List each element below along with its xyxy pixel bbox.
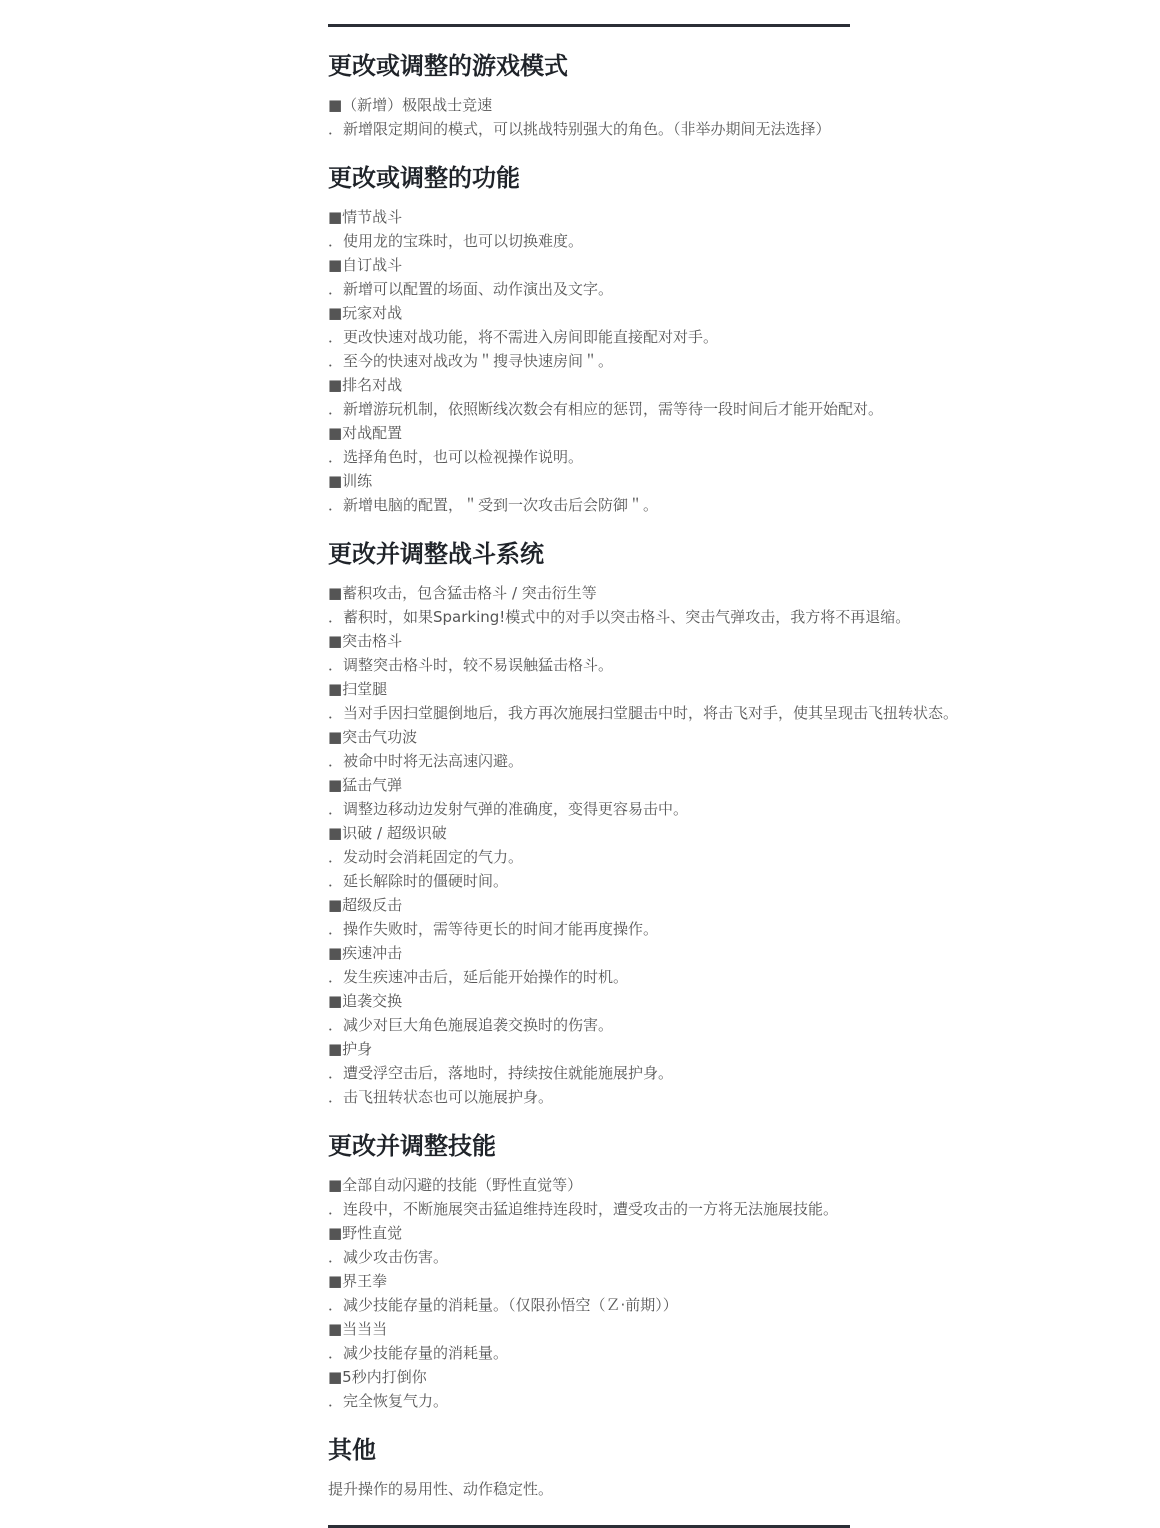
item-detail: 提升操作的易用性、动作稳定性。 <box>328 1480 554 1498</box>
section-title: 更改并调整战斗系统 <box>328 540 544 568</box>
section-title: 更改或调整的游戏模式 <box>328 52 568 80</box>
item-heading: ■全部自动闪避的技能（野性直觉等） <box>328 1176 583 1194</box>
item-detail: ．选择角色时，也可以检视操作说明。 <box>328 448 584 466</box>
item-heading: ■突击气功波 <box>328 728 418 746</box>
item-heading: ■识破 / 超级识破 <box>328 824 447 842</box>
item-detail: ．调整边移动边发射气弹的准确度，变得更容易击中。 <box>328 800 689 818</box>
section-title: 更改并调整技能 <box>328 1132 496 1160</box>
section-lines <box>328 581 1128 1109</box>
item-detail: ．蓄积时，如果Sparking!模式中的对手以突击格斗、突击气弹攻击，我方将不再退缩。 <box>328 608 911 626</box>
section-lines <box>328 205 1128 517</box>
item-heading: ■自订战斗 <box>328 256 403 274</box>
item-heading: ■护身 <box>328 1040 373 1058</box>
item-heading: ■超级反击 <box>328 896 403 914</box>
item-detail: ．新增可以配置的场面、动作演出及文字。 <box>328 280 614 298</box>
item-heading: ■（新增）极限战士竞速 <box>328 96 493 114</box>
item-heading: ■突击格斗 <box>328 632 403 650</box>
item-detail: ．减少对巨大角色施展追袭交换时的伤害。 <box>328 1016 614 1034</box>
item-detail: ．至今的快速对战改为＂搜寻快速房间＂。 <box>328 352 614 370</box>
item-detail: ．调整突击格斗时，较不易误触猛击格斗。 <box>328 656 614 674</box>
item-heading: ■当当当 <box>328 1320 388 1338</box>
item-detail: ．完全恢复气力。 <box>328 1392 449 1410</box>
section-4 <box>328 1413 1128 1501</box>
section-3 <box>328 1109 1128 1413</box>
item-detail: ．被命中时将无法高速闪避。 <box>328 752 524 770</box>
item-detail: ．新增限定期间的模式，可以挑战特别强大的角色。（非举办期间无法选择） <box>328 120 831 138</box>
item-detail: ．当对手因扫堂腿倒地后，我方再次施展扫堂腿击中时，将击飞对手，使其呈现击飞扭转状态。 <box>328 704 959 722</box>
item-heading: ■情节战斗 <box>328 208 403 226</box>
item-detail: ．连段中，不断施展突击猛追维持连段时，遭受攻击的一方将无法施展技能。 <box>328 1200 839 1218</box>
item-heading: ■扫堂腿 <box>328 680 388 698</box>
item-detail: ．发生疾速冲击后，延后能开始操作的时机。 <box>328 968 629 986</box>
section-title: 更改或调整的功能 <box>328 164 520 192</box>
section-2 <box>328 517 1128 1109</box>
item-detail: ．更改快速对战功能，将不需进入房间即能直接配对对手。 <box>328 328 719 346</box>
section-lines <box>328 93 1128 141</box>
item-detail: ．延长解除时的僵硬时间。 <box>328 872 509 890</box>
item-heading: ■蓄积攻击，包含猛击格斗 / 突击衍生等 <box>328 584 597 602</box>
section-lines <box>328 1477 1128 1501</box>
item-detail: ．击飞扭转状态也可以施展护身。 <box>328 1088 554 1106</box>
item-detail: ．使用龙的宝珠时，也可以切换难度。 <box>328 232 584 250</box>
item-heading: ■对战配置 <box>328 424 403 442</box>
item-heading: ■排名对战 <box>328 376 403 394</box>
item-detail: ．发动时会消耗固定的气力。 <box>328 848 524 866</box>
item-detail: ．操作失败时，需等待更长的时间才能再度操作。 <box>328 920 659 938</box>
sections-container <box>328 27 1128 1501</box>
item-heading: ■界王拳 <box>328 1272 388 1290</box>
item-detail: ．新增游玩机制，依照断线次数会有相应的惩罚，需等待一段时间后才能开始配对。 <box>328 400 884 418</box>
item-heading: ■训练 <box>328 472 373 490</box>
item-detail: ．减少攻击伤害。 <box>328 1248 449 1266</box>
item-heading: ■玩家对战 <box>328 304 403 322</box>
section-0 <box>328 27 1128 141</box>
item-heading: ■疾速冲击 <box>328 944 403 962</box>
item-heading: ■野性直觉 <box>328 1224 403 1242</box>
item-detail: ．新增电脑的配置，＂受到一次攻击后会防御＂。 <box>328 496 659 514</box>
item-detail: ．减少技能存量的消耗量。（仅限孙悟空（Ｚ·前期）） <box>328 1296 678 1314</box>
item-heading: ■追袭交换 <box>328 992 403 1010</box>
section-1 <box>328 141 1128 517</box>
item-heading: ■5秒内打倒你 <box>328 1368 427 1386</box>
item-detail: ．减少技能存量的消耗量。 <box>328 1344 509 1362</box>
section-title: 其他 <box>328 1436 376 1464</box>
section-lines <box>328 1173 1128 1413</box>
patch-notes-article <box>328 0 1128 1528</box>
item-heading: ■猛击气弹 <box>328 776 403 794</box>
item-detail: ．遭受浮空击后，落地时，持续按住就能施展护身。 <box>328 1064 674 1082</box>
